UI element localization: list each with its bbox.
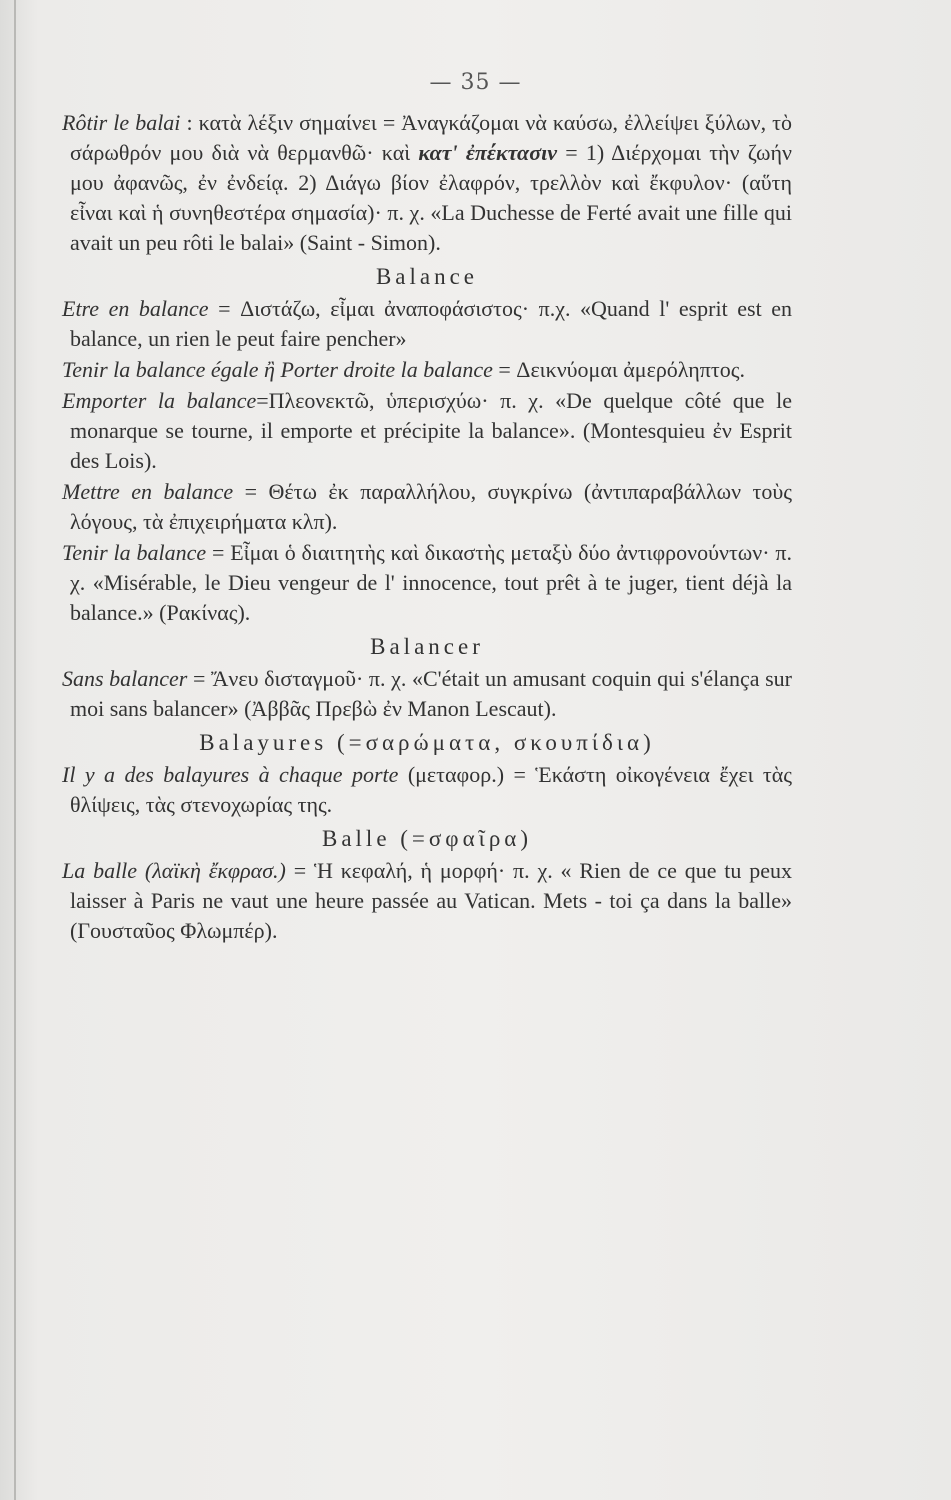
entry-phrase: Emporter la balance	[62, 388, 257, 413]
entry-text: : κατὰ λέξιν σημαίνει = Ἀναγκάζομαι νὰ καύσω, ἐλλείψει ξύλων, τὸ σάρωθρόν μου διὰ νὰ θερμανθῶ· καὶ	[70, 110, 792, 165]
entry-mettre-en-balance	[62, 477, 792, 537]
entry-tenir-la-balance-egale	[62, 355, 792, 385]
entry-phrase: Tenir la balance	[62, 540, 207, 565]
section-heading-balle: Balle (=σφαῖρα)	[321, 826, 533, 851]
entry-phrase: Etre en balance	[62, 296, 209, 321]
entry-tenir-la-balance	[62, 538, 792, 628]
page-number: — 35 —	[429, 70, 522, 95]
entry-text: = Δεικνύομαι ἀμερόληπτος.	[498, 357, 745, 382]
entry-text: = Ἡ κεφαλή, ἡ μορφή· π. χ. « Rien de ce que tu peux laisser à Paris ne vaut une heure passée au Vatican. Mets - toi ça dans la balle» (Γουσταῦος Φλωμπέρ).	[70, 858, 792, 943]
page-edge-line	[14, 0, 16, 1500]
entry-emporter-la-balance	[62, 386, 792, 476]
entry-phrase: Rôtir le balai	[62, 110, 181, 135]
entry-text: =Πλεονεκτῶ, ὑπερισχύω· π. χ. «De quelque côté que le monarque se tourne, il emporte et précipite la balance». (Montesquieu ἐν Esprit des Lois).	[70, 388, 792, 473]
entry-phrase: Mettre en balance	[62, 479, 234, 504]
entry-phrase: Il y a des balayures à chaque porte	[62, 762, 399, 787]
entry-text: = Εἶμαι ὁ διαιτητὴς καὶ δικαστὴς μεταξὺ δύο ἀντιφρονούντων· π. χ. «Misérable, le Dieu vengeur de l' innocence, tout prêt à te juger, tient déjà la balance.» (Ρακίνας).	[70, 540, 793, 625]
entry-etre-en-balance	[62, 294, 792, 354]
section-heading-balance: Balance	[375, 264, 479, 289]
entry-text: = 1) Διέρχομαι τὴν ζωήν μου ἀφανῶς, ἐν ἐνδείᾳ. 2) Διάγω βίον ἐλαφρόν, τρελλὸν καὶ ἔκφυλον· (αὕτη εἶναι καὶ ἡ συνηθεστέρα σημασία)· π. χ. «La Duchesse de Ferté avait une fille qui avait un peu rôti le balai» (Saint - Simon).	[70, 140, 792, 255]
entry-phrase: Sans balancer	[62, 666, 188, 691]
entry-text: = Διστάζω, εἶμαι ἀναποφάσιστος· π.χ. «Quand l' esprit est en balance, un rien le peut faire pencher»	[70, 296, 793, 351]
entry-emphasis: κατ' ἐπέκτασιν	[418, 140, 557, 165]
entry-text: = Θέτω ἐκ παραλλήλου, συγκρίνω (ἀντιπαραβάλλων τοὺς λόγους, τὰ ἐπιχειρήματα κλπ).	[70, 479, 792, 534]
entry-la-balle	[62, 856, 792, 946]
dictionary-content	[62, 108, 792, 947]
entry-text: (μεταφορ.) = Ἑκάστη οἰκογένεια ἔχει τὰς θλίψεις, τὰς στενοχωρίας της.	[70, 762, 792, 817]
entry-il-y-a-des-balayures	[62, 760, 792, 820]
entry-sans-balancer	[62, 664, 792, 724]
entry-phrase: Tenir la balance égale ἢ Porter droite la balance	[62, 357, 493, 382]
section-heading-balancer: Balancer	[370, 634, 484, 659]
entry-rotir-le-balai	[62, 108, 792, 258]
entry-phrase: La balle (λαϊκὴ ἔκφρασ.)	[62, 858, 286, 883]
section-heading-balayures: Balayures (=σαρώματα, σκουπίδια)	[199, 730, 655, 755]
entry-text: = Ἄνευ δισταγμοῦ· π. χ. «C'était un amusant coquin qui s'élança sur moi sans balancer» (Ἀββᾶς Πρεβὼ ἐν Manon Lescaut).	[70, 666, 793, 721]
